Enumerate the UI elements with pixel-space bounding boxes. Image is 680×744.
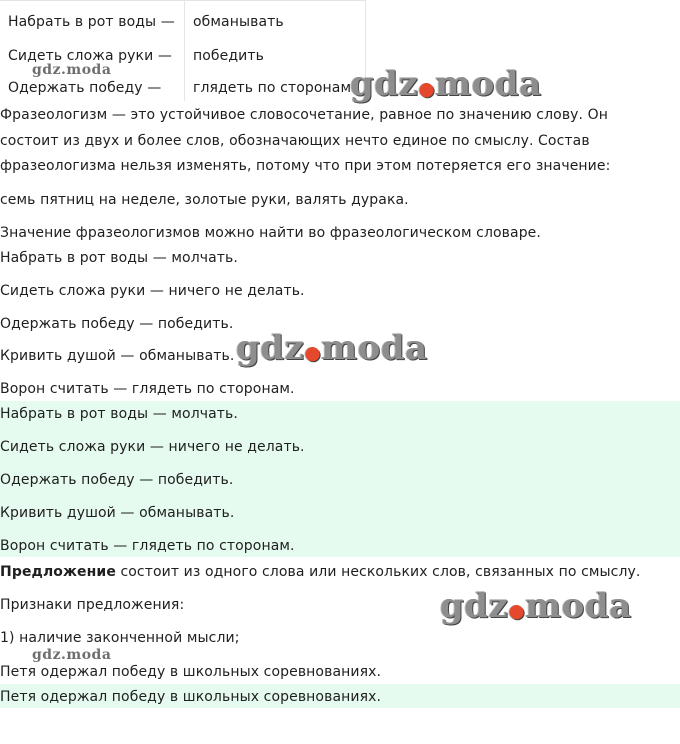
sentence-signs-heading: Признаки предложения: <box>0 597 185 613</box>
answer-line: Кривить душой — обманывать. <box>0 348 235 364</box>
phraseologism-examples: семь пятниц на неделе, золотые руки, валять дурака. <box>0 192 409 208</box>
watermark-logo: gdz●moda <box>350 64 542 104</box>
watermark-logo: gdz●moda <box>236 328 428 368</box>
highlighted-answer-line: Сидеть сложа руки — ничего не делать. <box>0 439 305 455</box>
table-cell-left: Набрать в рот воды — <box>8 14 175 30</box>
answer-line: Ворон считать — глядеть по сторонам. <box>0 381 295 397</box>
highlighted-example-block <box>0 684 680 708</box>
highlighted-sentence-example: Петя одержал победу в школьных соревнованиях. <box>0 689 382 705</box>
dictionary-note: Значение фразеологизмов можно найти во фразеологическом словаре. <box>0 225 541 241</box>
watermark-logo: gdz●moda <box>440 586 632 626</box>
definition-line: фразеологизма нельзя изменять, потому что при этом потеряется его значение: <box>0 158 611 174</box>
table-cell-left: Сидеть сложа руки — <box>8 48 172 64</box>
word-matching-table <box>0 0 366 100</box>
table-cell-right: обманывать <box>193 14 284 30</box>
sentence-definition <box>0 564 640 580</box>
table-cell-right: победить <box>193 48 264 64</box>
definition-line: состоит из двух и более слов, обозначающих нечто единое по смыслу. Состав <box>0 133 590 149</box>
answer-line: Сидеть сложа руки — ничего не делать. <box>0 283 305 299</box>
highlighted-answers-block <box>0 401 680 557</box>
table-divider <box>184 1 185 101</box>
sentence-sign-item: 1) наличие законченной мысли; <box>0 630 240 646</box>
sentence-term: Предложение <box>0 564 116 580</box>
highlighted-answer-line: Набрать в рот воды — молчать. <box>0 406 238 422</box>
answer-line: Одержать победу — победить. <box>0 316 234 332</box>
watermark-logo: gdz.moda <box>32 647 112 663</box>
highlighted-answer-line: Кривить душой — обманывать. <box>0 505 235 521</box>
definition-line: Фразеологизм — это устойчивое словосочетание, равное по значению слову. Он <box>0 107 609 123</box>
watermark-logo: gdz.moda <box>32 62 112 78</box>
highlighted-answer-line: Одержать победу — победить. <box>0 472 234 488</box>
sentence-definition-text: состоит из одного слова или нескольких слов, связанных по смыслу. <box>115 564 641 580</box>
table-cell-left: Одержать победу — <box>8 80 162 96</box>
answer-line: Набрать в рот воды — молчать. <box>0 250 238 266</box>
table-cell-right: глядеть по сторонам <box>193 80 352 96</box>
highlighted-answer-line: Ворон считать — глядеть по сторонам. <box>0 538 295 554</box>
sentence-example: Петя одержал победу в школьных соревнованиях. <box>0 664 382 680</box>
